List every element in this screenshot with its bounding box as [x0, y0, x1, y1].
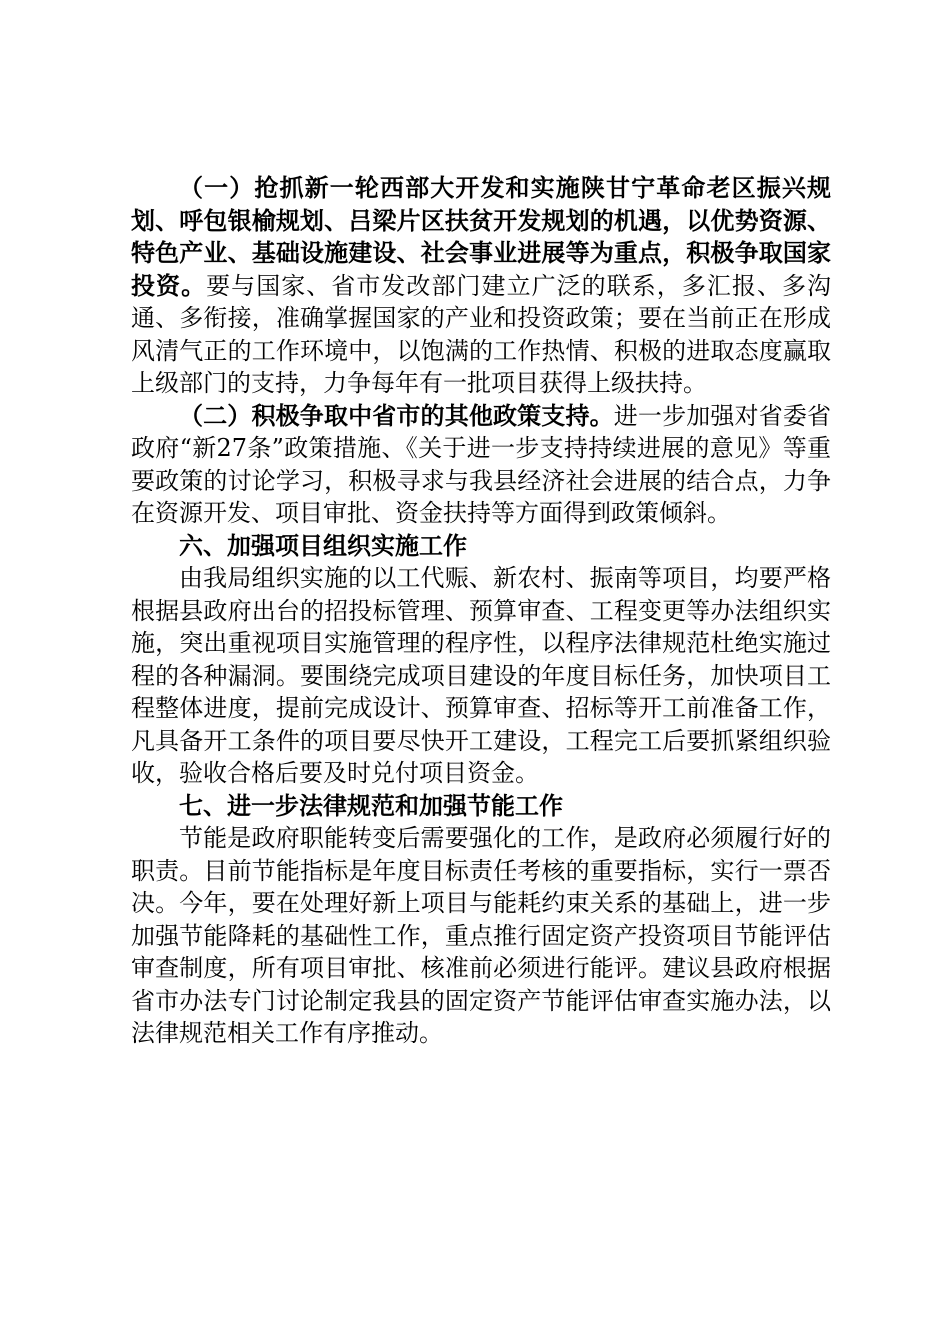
paragraph-policy-support	[131, 400, 831, 530]
paragraph-text: 进一步加强对省委省政府“新27条”政策措施、《关于进一步支持持续进展的意见》等重要政策的讨论学习，积极寻求与我县经济社会进展的结合点，力争在资源开发、项目审批、资金扶持等方面得到政策倾斜。	[131, 401, 832, 527]
section-heading-six: 六、加强项目组织实施工作	[179, 531, 467, 560]
section-heading-seven: 七、进一步法律规范和加强节能工作	[179, 791, 563, 820]
document-body	[131, 172, 831, 1050]
paragraph-investment	[131, 172, 831, 400]
paragraph-lead: （一）抢抓新一轮西部大开发和实施陕甘宁革命老区振兴规划、呼包银榆规划、吕梁片区扶贫开发规划的机遇，以优势资源、特色产业、基础设施建设、社会事业进展等为重点，积极争取国家投资。	[131, 174, 831, 300]
paragraph-text: 要与国家、省市发改部门建立广泛的联系，多汇报、多沟通、多衔接，准确掌握国家的产业和投资政策；要在当前正在形成风清气正的工作环境中，以饱满的工作热情、积极的进取态度赢取上级部门的支持，力争每年有一批项目获得上级扶持。	[131, 271, 832, 397]
paragraph-lead: （二）积极争取中省市的其他政策支持。	[179, 401, 614, 430]
paragraph-project-implementation: 由我局组织实施的以工代赈、新农村、振南等项目，均要严格根据县政府出台的招投标管理、预算审查、工程变更等办法组织实施，突出重视项目实施管理的程序性，以程序法律规范杜绝实施过程的各种漏洞。要围绕完成项目建设的年度目标任务，加快项目工程整体进度，提前完成设计、预算审查、招标等开工前准备工作，凡具备开工条件的项目要尽快开工建设，工程完工后要抓紧组织验收，验收合格后要及时兑付项目资金。	[131, 564, 831, 787]
paragraph-energy-saving: 节能是政府职能转变后需要强化的工作，是政府必须履行好的职责。目前节能指标是年度目标责任考核的重要指标，实行一票否决。今年，要在处理好新上项目与能耗约束关系的基础上，进一步加强节能降耗的基础性工作，重点推行固定资产投资项目节能评估审查制度，所有项目审批、核准前必须进行能评。建议县政府根据省市办法专门讨论制定我县的固定资产节能评估审查实施办法，以法律规范相关工作有序推动。	[131, 824, 831, 1047]
